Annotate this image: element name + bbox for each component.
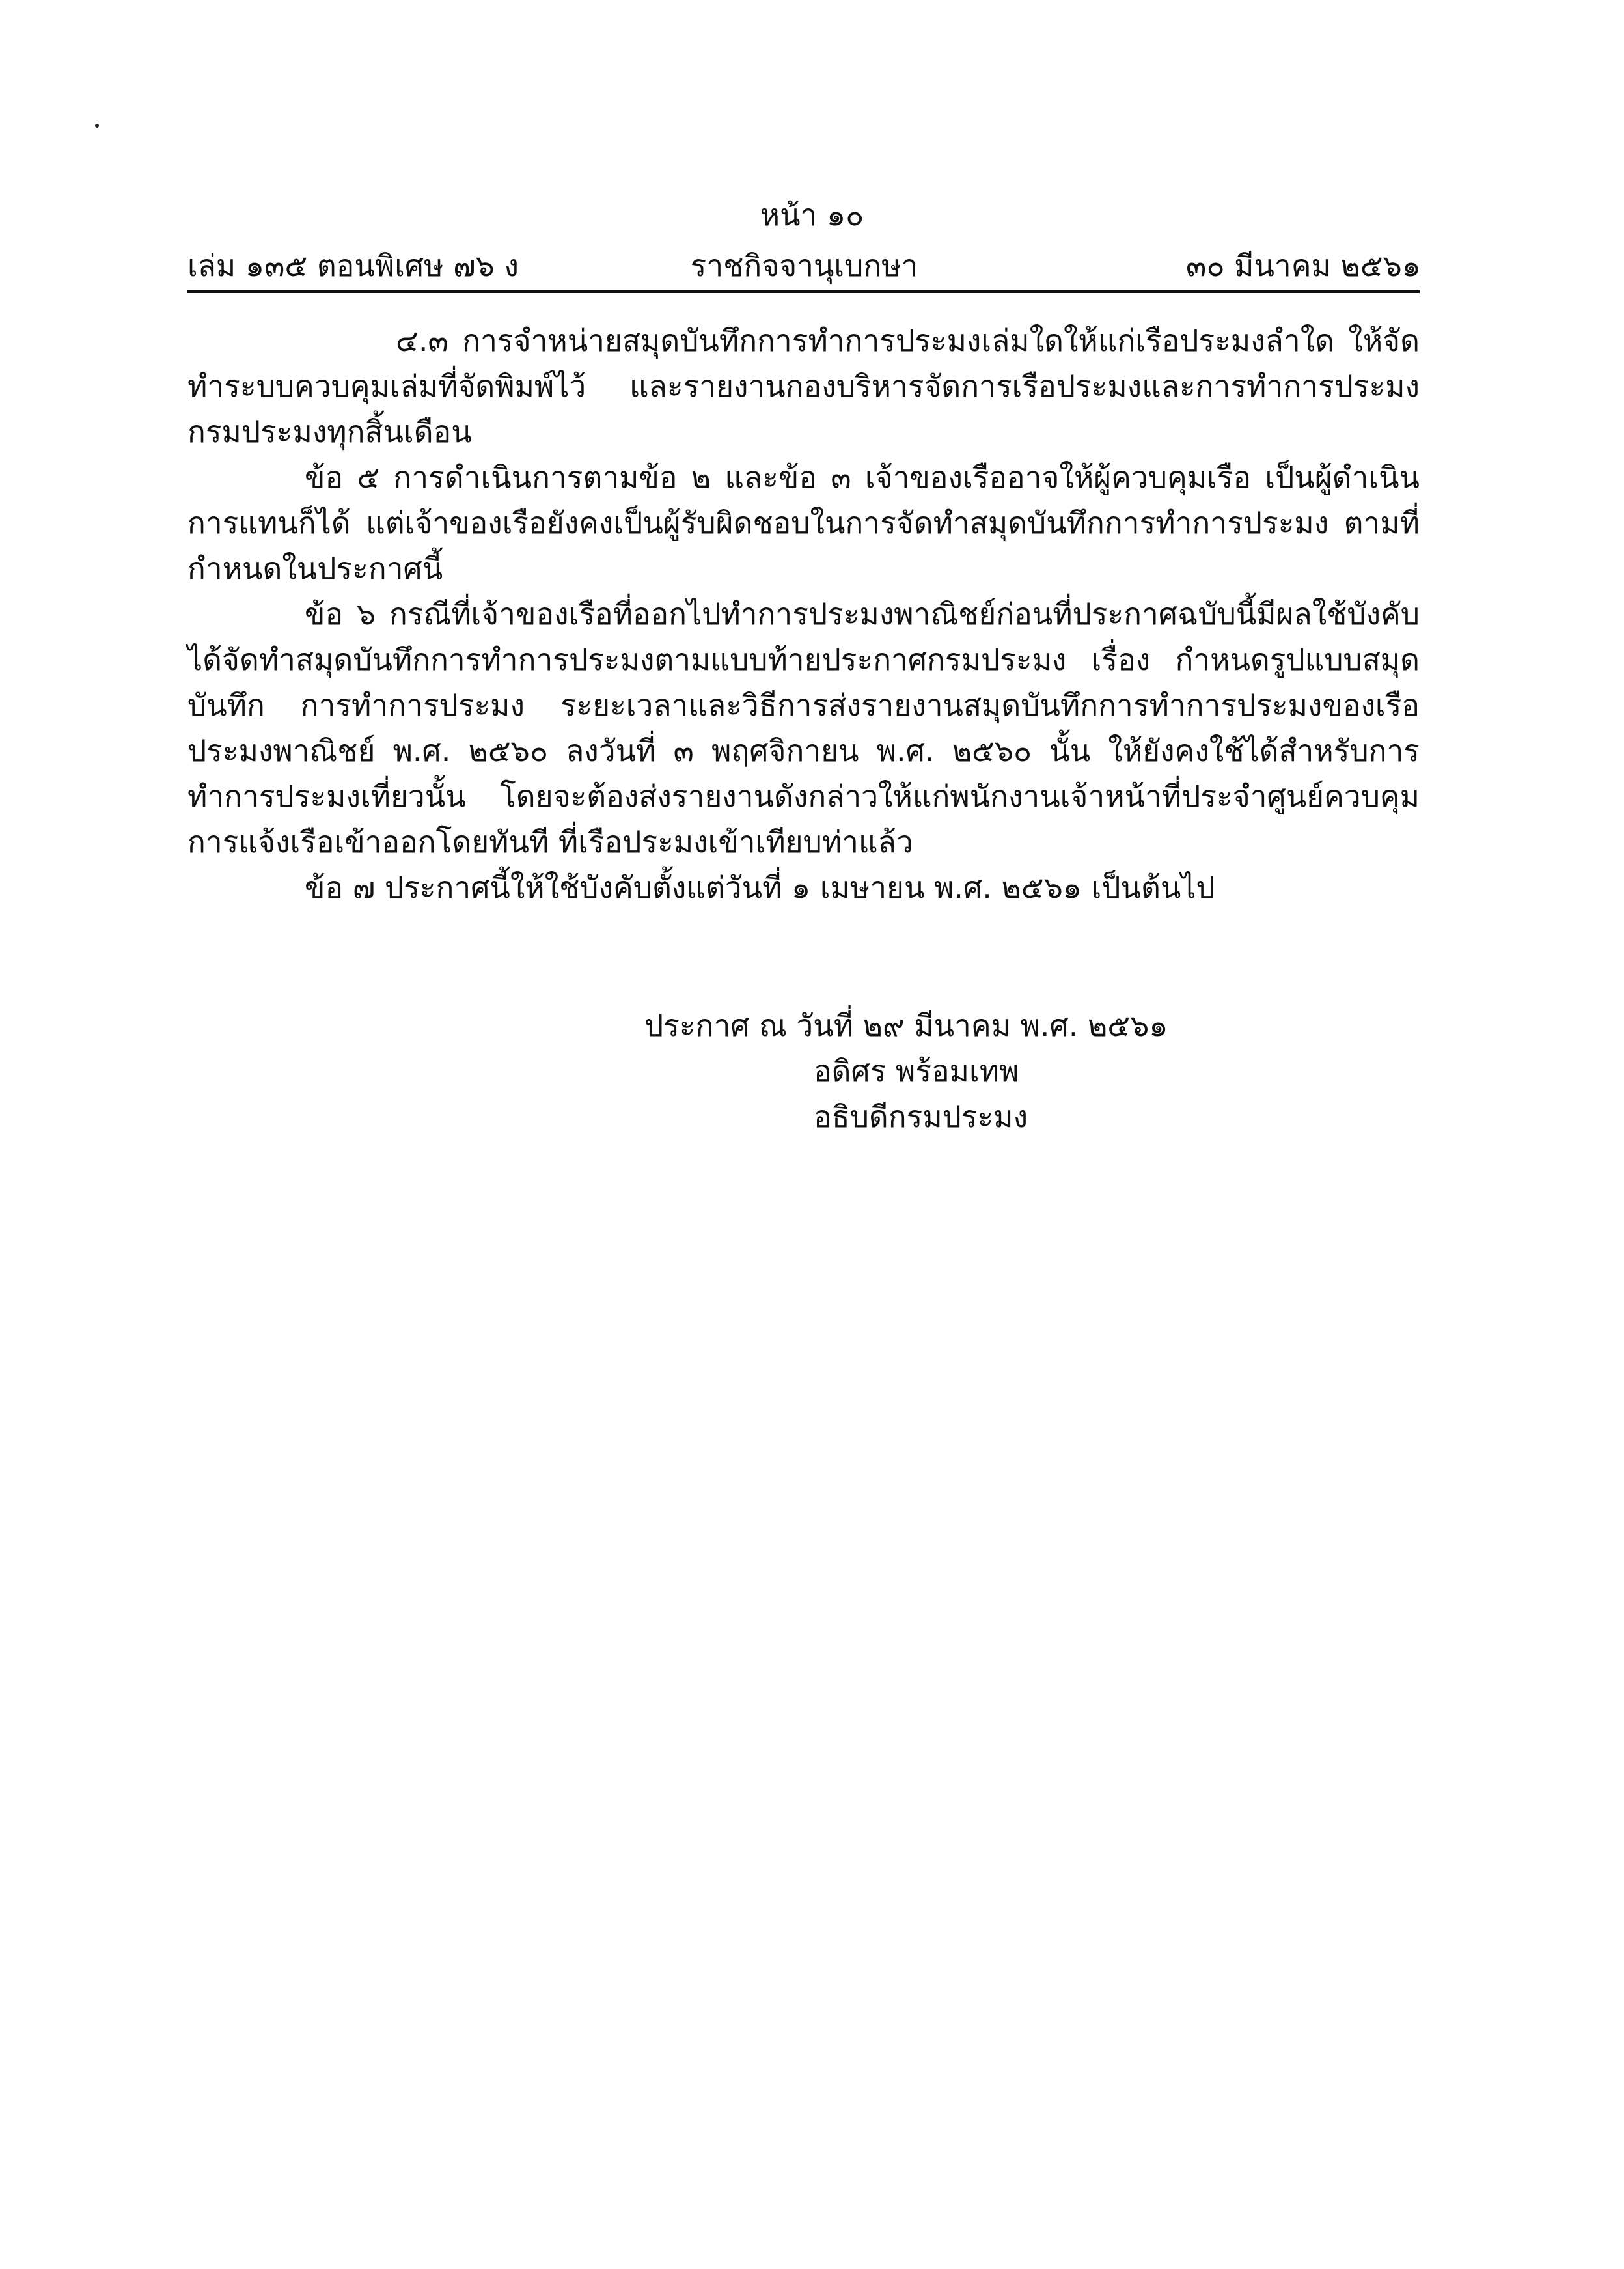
paragraph-clause-6: ข้อ ๖ กรณีที่เจ้าของเรือที่ออกไปทำการประมงพาณิชย์ก่อนที่ประกาศฉบับนี้มีผลใช้บังคับ ได้จัดทำสมุดบันทึกการทำการประมงตามแบบท้ายประกาศกรมประมง เรื่อง กำหนดรูปแบบสมุดบันทึก การทำการประมง ระยะเวลาและวิธีการส่งรายงานสมุดบันทึกการทำการประมงของเรือประมงพาณิชย์ พ.ศ. ๒๕๖๐ ลงวันที่ ๓ พฤศจิกายน พ.ศ. ๒๕๖๐ นั้น ให้ยังคงใช้ได้สำหรับการทำการประมงเที่ยวนั้น โดยจะต้องส่งรายงานดังกล่าวให้แก่พนักงานเจ้าหน้าที่ประจำศูนย์ควบคุมการแจ้งเรือเข้าออกโดยทันที ที่เรือประมงเข้าเทียบท่าแล้ว — [187, 596, 1420, 859]
volume-info: เล่ม ๑๓๕ ตอนพิเศษ ๗๖ ง — [187, 248, 519, 283]
signatory-name: อดิศร พร้อมเทพ — [814, 1053, 1019, 1089]
paragraph-clause-7: ข้อ ๗ ประกาศนี้ให้ใช้บังคับตั้งแต่วันที่ ๑ เมษายน พ.ศ. ๒๕๖๑ เป็นต้นไป — [305, 870, 1215, 905]
paragraph-clause-5: ข้อ ๕ การดำเนินการตามข้อ ๒ และข้อ ๓ เจ้าของเรืออาจให้ผู้ควบคุมเรือ เป็นผู้ดำเนินการแทนก็ได้ แต่เจ้าของเรือยังคงเป็นผู้รับผิดชอบในการจัดทำสมุดบันทึกการทำการประมง ตามที่กำหนดในประกาศนี้ — [187, 460, 1420, 586]
gazette-header — [187, 246, 1421, 285]
announced-date: ประกาศ ณ วันที่ ๒๙ มีนาคม พ.ศ. ๒๕๖๑ — [644, 1008, 1168, 1043]
header-divider — [187, 290, 1420, 293]
paragraph-4-3: ๔.๓ การจำหน่ายสมุดบันทึกการทำการประมงเล่มใดให้แก่เรือประมงลำใด ให้จัดทำระบบควบคุมเล่มที่จัดพิมพ์ไว้ และรายงานกองบริหารจัดการเรือประมงและการทำการประมง กรมประมงทุกสิ้นเดือน — [187, 323, 1420, 449]
publication-name: ราชกิจจานุเบกษา — [690, 248, 918, 283]
scan-speck — [95, 124, 99, 128]
signatory-position: อธิบดีกรมประมง — [814, 1099, 1028, 1134]
document-body — [187, 318, 1420, 910]
signature-block — [644, 1003, 1168, 1139]
page-number: หน้า ๑๐ — [760, 197, 864, 232]
publication-date: ๓๐ มีนาคม ๒๕๖๑ — [1186, 248, 1421, 283]
